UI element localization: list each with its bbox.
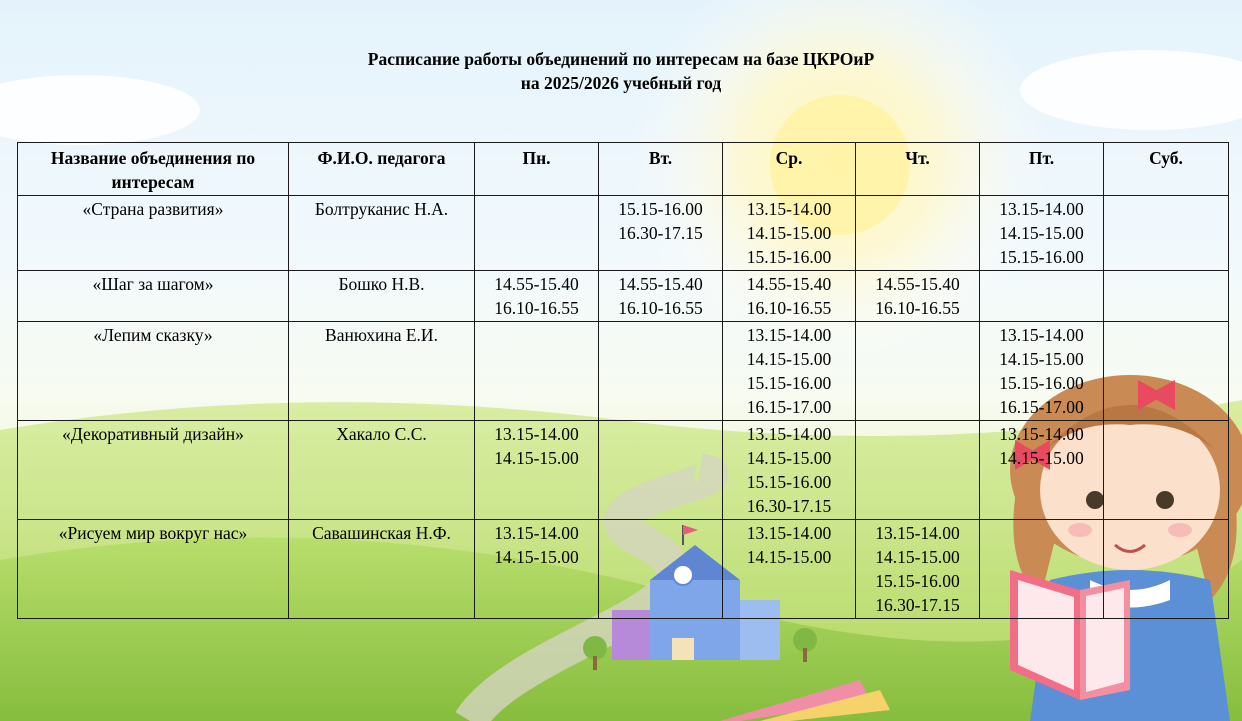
time-cell-wed — [723, 196, 856, 271]
time-slot: 14.15-15.00 — [746, 547, 832, 567]
time-cell-sat — [1104, 322, 1229, 421]
time-slot: 13.15-14.00 — [999, 199, 1084, 219]
time-cell-wed — [723, 520, 856, 619]
teacher-cell: Бошко Н.В. — [289, 271, 475, 322]
time-cell-mon — [475, 271, 599, 322]
time-cell-mon — [475, 421, 599, 520]
table-row — [18, 421, 1229, 520]
time-slot: 16.15-17.00 — [999, 397, 1084, 417]
time-cell-sat — [1104, 421, 1229, 520]
time-slot: 14.15-15.00 — [999, 349, 1084, 369]
time-cell-thu — [856, 421, 980, 520]
table-row — [18, 196, 1229, 271]
time-cell-mon — [475, 196, 599, 271]
time-cell-tue — [599, 520, 723, 619]
time-slot: 14.15-15.00 — [999, 448, 1084, 468]
time-cell-wed — [723, 421, 856, 520]
time-slot: 13.15-14.00 — [875, 523, 960, 543]
header-cell: Ф.И.О. педагога — [289, 143, 475, 196]
teacher-cell: Болтруканис Н.А. — [289, 196, 475, 271]
time-slot: 13.15-14.00 — [494, 523, 579, 543]
table-row — [18, 271, 1229, 322]
time-cell-fri — [980, 421, 1104, 520]
time-slot: 13.15-14.00 — [494, 424, 579, 444]
time-cell-sat — [1104, 271, 1229, 322]
time-slot: 13.15-14.00 — [999, 424, 1084, 444]
time-slot: 14.15-15.00 — [746, 349, 832, 369]
title-line-2: на 2025/2026 учебный год — [520, 73, 722, 93]
page-title — [0, 47, 1242, 95]
time-cell-thu — [856, 322, 980, 421]
header-cell: Пн. — [475, 143, 599, 196]
time-slot: 16.30-17.15 — [746, 496, 832, 516]
header-cell: Вт. — [599, 143, 723, 196]
time-slot: 16.30-17.15 — [618, 223, 703, 243]
time-cell-tue — [599, 322, 723, 421]
time-slot: 14.55-15.40 — [875, 274, 960, 294]
club-name-cell: «Шаг за шагом» — [18, 271, 289, 322]
time-slot: 14.15-15.00 — [746, 448, 832, 468]
time-cell-tue — [599, 196, 723, 271]
table-header-row — [18, 143, 1229, 196]
teacher-cell: Савашинская Н.Ф. — [289, 520, 475, 619]
time-cell-thu — [856, 271, 980, 322]
time-slot: 14.15-15.00 — [494, 448, 579, 468]
time-slot: 16.10-16.55 — [746, 298, 832, 318]
time-slot: 15.15-16.00 — [875, 571, 960, 591]
time-cell-wed — [723, 322, 856, 421]
time-cell-sat — [1104, 520, 1229, 619]
header-cell: Пт. — [980, 143, 1104, 196]
time-cell-tue — [599, 421, 723, 520]
time-slot: 15.15-16.00 — [999, 247, 1084, 267]
table-row — [18, 520, 1229, 619]
time-slot: 14.15-15.00 — [875, 547, 960, 567]
time-cell-fri — [980, 520, 1104, 619]
teacher-cell: Хакало С.С. — [289, 421, 475, 520]
header-cell: Ср. — [723, 143, 856, 196]
time-cell-fri — [980, 271, 1104, 322]
schedule-table — [17, 142, 1229, 619]
time-slot: 15.15-16.00 — [746, 373, 832, 393]
header-cell: Название объединения по интересам — [18, 143, 289, 196]
title-line-1: Расписание работы объединений по интересам на базе ЦКРОиР — [367, 49, 875, 69]
time-slot: 13.15-14.00 — [746, 523, 832, 543]
time-slot: 13.15-14.00 — [746, 199, 832, 219]
time-slot: 15.15-16.00 — [746, 247, 832, 267]
time-slot: 13.15-14.00 — [999, 325, 1084, 345]
time-slot: 13.15-14.00 — [746, 424, 832, 444]
time-slot: 14.15-15.00 — [999, 223, 1084, 243]
club-name-cell: «Декоративный дизайн» — [18, 421, 289, 520]
time-cell-thu — [856, 520, 980, 619]
time-cell-mon — [475, 322, 599, 421]
time-slot: 16.10-16.55 — [875, 298, 960, 318]
time-cell-mon — [475, 520, 599, 619]
time-cell-fri — [980, 196, 1104, 271]
time-slot: 16.30-17.15 — [875, 595, 960, 615]
time-slot: 13.15-14.00 — [746, 325, 832, 345]
header-cell: Чт. — [856, 143, 980, 196]
club-name-cell: «Лепим сказку» — [18, 322, 289, 421]
time-slot: 14.55-15.40 — [746, 274, 832, 294]
time-slot: 14.15-15.00 — [746, 223, 832, 243]
time-cell-thu — [856, 196, 980, 271]
time-slot: 15.15-16.00 — [618, 199, 703, 219]
club-name-cell: «Страна развития» — [18, 196, 289, 271]
table-row — [18, 322, 1229, 421]
teacher-cell: Ванюхина Е.И. — [289, 322, 475, 421]
time-slot: 16.15-17.00 — [746, 397, 832, 417]
time-slot: 14.55-15.40 — [618, 274, 703, 294]
time-slot: 14.15-15.00 — [494, 547, 579, 567]
header-cell: Суб. — [1104, 143, 1229, 196]
time-cell-wed — [723, 271, 856, 322]
time-cell-tue — [599, 271, 723, 322]
time-cell-sat — [1104, 196, 1229, 271]
time-slot: 16.10-16.55 — [494, 298, 579, 318]
club-name-cell: «Рисуем мир вокруг нас» — [18, 520, 289, 619]
time-slot: 15.15-16.00 — [999, 373, 1084, 393]
time-cell-fri — [980, 322, 1104, 421]
time-slot: 15.15-16.00 — [746, 472, 832, 492]
time-slot: 14.55-15.40 — [494, 274, 579, 294]
time-slot: 16.10-16.55 — [618, 298, 703, 318]
